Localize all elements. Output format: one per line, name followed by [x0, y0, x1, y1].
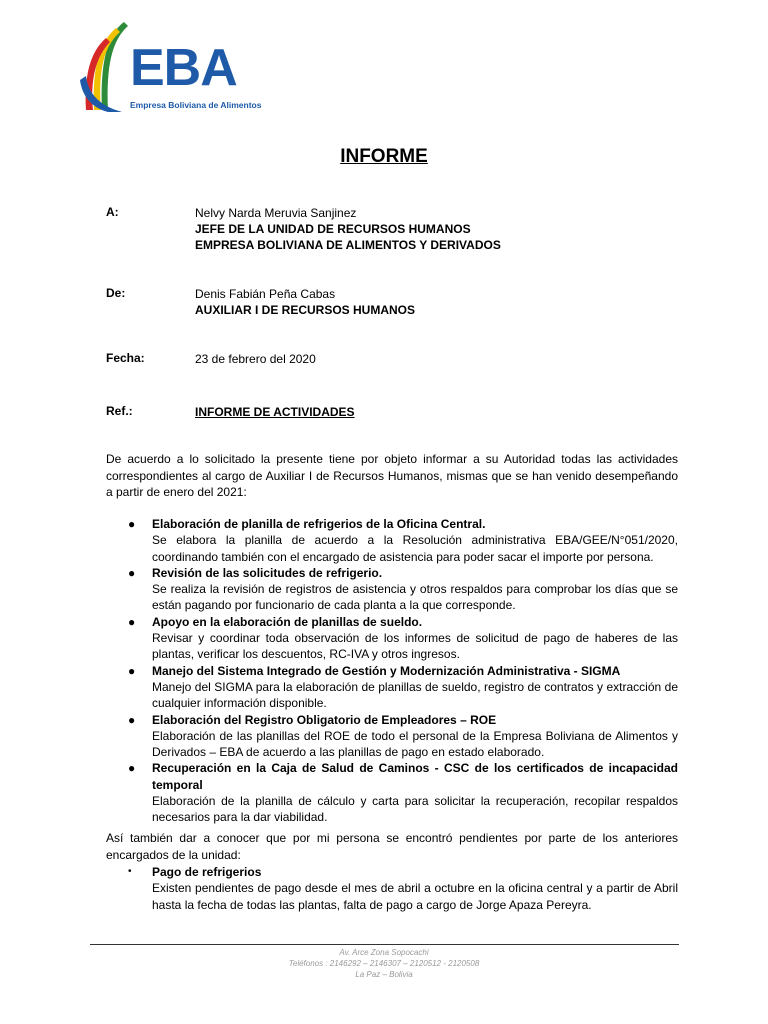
from-label: De: — [106, 286, 126, 300]
footer-phones: Teléfonos : 2146292 – 2146307 – 2120512 - 2120508 — [288, 959, 480, 968]
activity-detail: Elaboración de las planillas del ROE de todo el personal de la Empresa Boliviana de Alimentos y Derivados – EBA de acuerdo a las planillas de pago en estado elaborado. — [152, 728, 678, 760]
pending-heading: Pago de refrigerios — [152, 865, 262, 879]
list-item — [106, 864, 678, 913]
to-name: Nelvy Narda Meruvia Sanjinez — [195, 206, 357, 220]
date-value: 23 de febrero del 2020 — [195, 352, 316, 366]
activity-heading: Apoyo en la elaboración de planillas de sueldo. — [152, 614, 423, 629]
list-item — [106, 712, 678, 761]
activity-heading: Elaboración del Registro Obligatorio de Empleadores – ROE — [152, 712, 497, 727]
ref-value: INFORME DE ACTIVIDADES — [195, 405, 355, 419]
activity-heading: Manejo del Sistema Integrado de Gestión y Modernización Administrativa - SIGMA — [152, 663, 621, 678]
document-title: INFORME — [340, 146, 428, 167]
footer-divider — [90, 944, 679, 945]
activity-heading: Revisión de las solicitudes de refrigerio. — [152, 565, 383, 580]
from-block — [195, 286, 415, 318]
list-item — [106, 614, 678, 663]
intro-paragraph: De acuerdo a lo solicitado la presente tiene por objeto informar a su Autoridad todas las actividades correspondientes al cargo de Auxiliar I de Recursos Humanos, mismas que se han venido desempeñando a partir de enero del 2021: — [106, 452, 678, 499]
to-block — [195, 205, 501, 253]
activities-list — [106, 516, 678, 826]
list-item — [106, 760, 678, 825]
bullet-icon: ● — [128, 614, 136, 629]
list-item — [106, 663, 678, 712]
to-position: JEFE DE LA UNIDAD DE RECURSOS HUMANOS — [195, 222, 471, 236]
list-item — [106, 516, 678, 565]
ref-label: Ref.: — [106, 404, 133, 418]
bullet-icon: • — [128, 866, 132, 877]
bullet-icon: ● — [128, 517, 136, 531]
logo-subtitle: Empresa Boliviana de Alimentos — [130, 100, 262, 110]
pending-detail: Existen pendientes de pago desde el mes de abril a octubre en la oficina central y a partir de Abril hasta la fecha de todas las plantas, falta de pago a cargo de Jorge Apaza Pereyra. — [152, 881, 678, 912]
to-label: A: — [106, 205, 119, 219]
activity-heading: Recuperación en la Caja de Salud de Caminos - CSC de los certificados de incapacidad temporal — [152, 761, 678, 792]
bullet-icon: ● — [128, 565, 136, 580]
list-item — [106, 565, 678, 614]
activity-detail: Se elabora la planilla de acuerdo a la Resolución administrativa EBA/GEE/N°051/2020, coordinando también con el encargado de asistencia para poder sacar el importe por persona. — [152, 533, 678, 564]
activity-detail: Manejo del SIGMA para la elaboración de planillas de sueldo, registro de contratos y extracción de cualquier información disponible. — [152, 679, 678, 711]
pending-list — [106, 864, 678, 913]
logo-brand: EBA — [130, 39, 237, 97]
bullet-icon: ● — [128, 712, 136, 727]
eba-logo — [78, 20, 262, 116]
date-label: Fecha: — [106, 351, 145, 365]
activity-heading: Elaboración de planilla de refrigerios de la Oficina Central. — [152, 517, 486, 531]
footer-address: Av. Arce Zona Sopocachi — [339, 948, 429, 957]
bullet-icon: ● — [128, 663, 136, 678]
footer-city: La Paz – Bolivia — [355, 970, 413, 979]
activity-detail: Elaboración de la planilla de cálculo y carta para solicitar la recuperación, recopilar respaldos necesarios para la dar viabilidad. — [152, 794, 678, 825]
from-name: Denis Fabián Peña Cabas — [195, 287, 336, 301]
bullet-icon: ● — [128, 761, 136, 776]
to-company: EMPRESA BOLIVIANA DE ALIMENTOS Y DERIVADOS — [195, 238, 501, 252]
activity-detail: Se realiza la revisión de registros de asistencia y otros respaldos para comprobar los días que se están pagando por funcionario de cada planta a la que corresponde. — [152, 582, 678, 613]
pending-intro: Así también dar a conocer que por mi persona se encontró pendientes por parte de los anteriores encargados de la unidad: — [106, 831, 678, 862]
from-position: AUXILIAR I DE RECURSOS HUMANOS — [195, 303, 416, 317]
activity-detail: Revisar y coordinar toda observación de los informes de solicitud de pago de haberes de las plantas, verificar los descuentos, RC-IVA y otros ingresos. — [152, 631, 678, 662]
